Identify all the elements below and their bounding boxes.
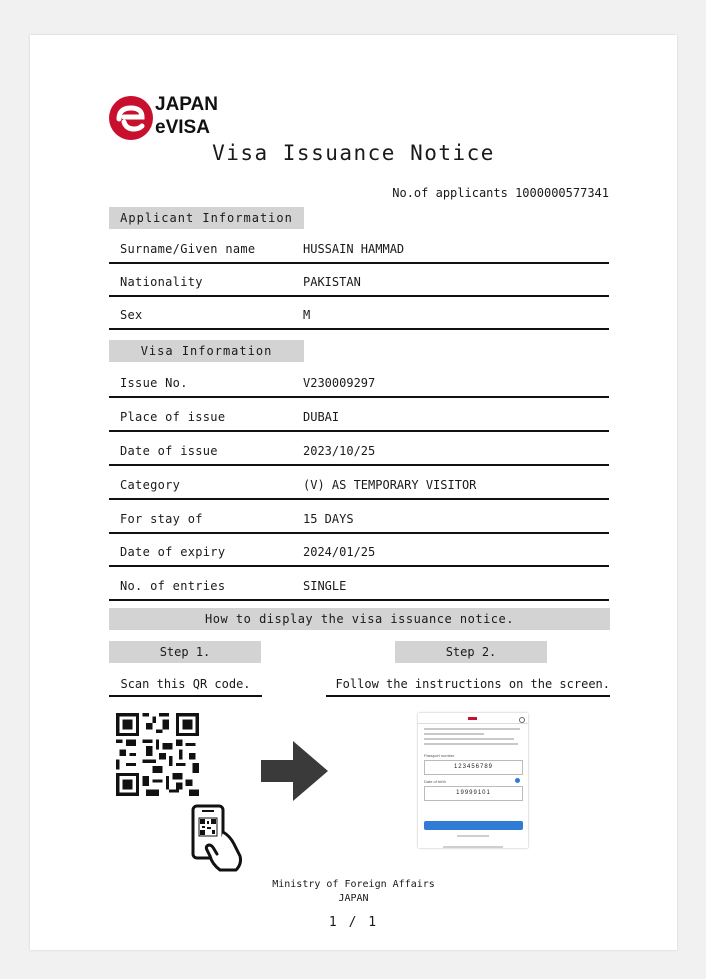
screen-logo-icon xyxy=(468,717,477,720)
page-title: Visa Issuance Notice xyxy=(212,141,495,165)
info-row xyxy=(109,465,609,500)
screen-caption-line xyxy=(457,835,489,837)
page-number: 1 / 1 xyxy=(328,915,379,930)
row-value: PAKISTAN xyxy=(303,275,361,289)
row-label: Nationality xyxy=(120,275,203,289)
screen-example xyxy=(418,713,528,848)
info-row xyxy=(109,499,609,534)
screen-field1-label: Passport number xyxy=(424,753,455,758)
row-label: Issue No. xyxy=(120,376,188,390)
row-value: 2024/01/25 xyxy=(303,545,376,559)
row-value: 15 DAYS xyxy=(303,512,354,526)
step1-description: Scan this QR code. xyxy=(109,673,262,697)
evisa-logo-icon xyxy=(108,95,154,141)
step1-label: Step 1. xyxy=(109,641,261,663)
step2-description: Follow the instructions on the screen. xyxy=(326,673,610,697)
logo-line2: eVISA xyxy=(155,117,210,138)
info-row xyxy=(109,229,609,264)
screen-passport-field: 123456789 xyxy=(424,760,523,775)
qr-code-icon[interactable] xyxy=(116,713,199,796)
footer-ministry: Ministry of Foreign Affairs xyxy=(272,879,435,890)
applicant-info-heading: Applicant Information xyxy=(109,207,304,229)
row-value: 2023/10/25 xyxy=(303,444,376,458)
logo-text xyxy=(155,93,218,139)
screen-caption-line xyxy=(443,846,503,848)
row-label: Place of issue xyxy=(120,410,226,424)
screen-instructions xyxy=(424,728,522,748)
info-row xyxy=(109,295,609,330)
row-label: Category xyxy=(120,478,181,492)
screen-info-icon xyxy=(515,778,520,783)
howto-heading: How to display the visa issuance notice. xyxy=(109,608,610,630)
row-label: Date of expiry xyxy=(120,545,226,559)
info-row xyxy=(109,363,609,398)
phone-scan-icon xyxy=(190,804,244,872)
row-label: No. of entries xyxy=(120,579,226,593)
footer-country: JAPAN xyxy=(338,893,369,904)
row-value: DUBAI xyxy=(303,410,340,424)
screen-submit-button xyxy=(424,821,523,830)
row-label: Sex xyxy=(120,308,143,322)
row-label: Date of issue xyxy=(120,444,218,458)
row-value: V230009297 xyxy=(303,376,376,390)
row-label: For stay of xyxy=(120,512,203,526)
screen-divider xyxy=(418,723,528,724)
japan-evisa-logo xyxy=(108,93,238,143)
visa-info-heading: Visa Information xyxy=(109,340,304,362)
screen-field2-label: Date of birth xyxy=(424,779,446,784)
info-row xyxy=(109,431,609,466)
right-arrow-icon xyxy=(261,741,328,801)
row-label: Surname/Given name xyxy=(120,242,256,256)
info-row xyxy=(109,262,609,297)
row-value: M xyxy=(303,308,311,322)
info-row xyxy=(109,397,609,432)
logo-line1: JAPAN xyxy=(155,94,218,115)
row-value: HUSSAIN HAMMAD xyxy=(303,242,405,256)
applicants-count: No.of applicants 1000000577341 xyxy=(392,186,609,200)
step2-label: Step 2. xyxy=(395,641,547,663)
row-value: (V) AS TEMPORARY VISITOR xyxy=(303,478,477,492)
info-row xyxy=(109,566,609,601)
screen-birthdate-field: 19999101 xyxy=(424,786,523,801)
row-value: SINGLE xyxy=(303,579,347,593)
info-row xyxy=(109,532,609,567)
document-page xyxy=(30,35,677,950)
